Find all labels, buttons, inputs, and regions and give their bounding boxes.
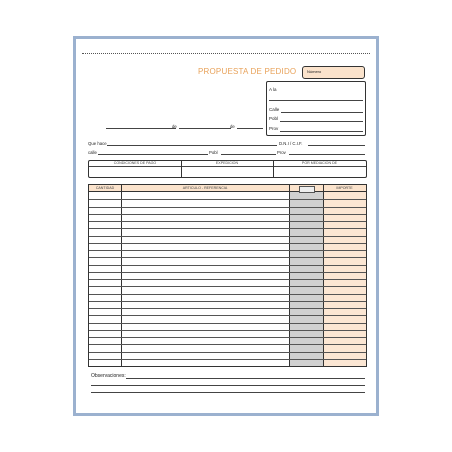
table-row[interactable]	[89, 265, 366, 266]
table-row[interactable]	[89, 221, 366, 222]
date-de-label-2: de	[230, 124, 235, 129]
table-row[interactable]	[89, 330, 366, 331]
conditions-box	[88, 160, 367, 178]
table-row[interactable]	[89, 272, 366, 273]
calle-label-2: calle	[88, 150, 97, 155]
pobl-line[interactable]	[280, 121, 363, 122]
observaciones-line[interactable]	[126, 378, 365, 379]
importe-header: IMPORTE	[336, 186, 353, 190]
pobl-line-2[interactable]	[221, 154, 276, 155]
recipient-address-box	[266, 81, 366, 136]
pobl-label: Pobl	[269, 116, 279, 121]
table-row[interactable]	[89, 214, 366, 215]
observaciones-line[interactable]	[91, 392, 365, 393]
table-row[interactable]	[89, 207, 366, 208]
numero-label: Número	[307, 69, 322, 74]
numero-field[interactable]	[302, 66, 365, 79]
order-form-sheet	[76, 39, 376, 413]
table-row[interactable]	[89, 257, 366, 258]
table-row[interactable]	[89, 337, 366, 338]
table-row[interactable]	[89, 279, 366, 280]
importe-column	[323, 185, 366, 366]
table-row[interactable]	[89, 352, 366, 353]
table-row[interactable]	[89, 359, 366, 360]
items-table	[88, 184, 367, 367]
date-month-line[interactable]	[179, 128, 231, 129]
calle-line-2[interactable]	[98, 154, 208, 155]
dni-cif-line[interactable]	[308, 145, 365, 146]
address-line[interactable]	[269, 100, 363, 101]
prov-line[interactable]	[280, 131, 363, 132]
table-row[interactable]	[89, 323, 366, 324]
pobl-label-2: Pobl	[209, 150, 218, 155]
form-title: PROPUESTA DE PEDIDO	[198, 67, 297, 76]
table-row[interactable]	[89, 236, 366, 237]
form-frame	[73, 36, 379, 416]
table-row[interactable]	[89, 315, 366, 316]
column-divider	[121, 185, 122, 366]
calle-label: Calle	[269, 107, 280, 112]
table-row[interactable]	[89, 308, 366, 309]
observaciones-line[interactable]	[91, 385, 365, 386]
que-hace-line[interactable]	[107, 145, 277, 146]
condiciones-pago-header: CONDICIONES DE PAGO	[113, 161, 157, 165]
expedicion-header: EXPEDICION	[215, 161, 239, 165]
precio-header-icon	[299, 186, 315, 193]
calle-line[interactable]	[281, 112, 363, 113]
date-year-line[interactable]	[237, 128, 263, 129]
perforation-line	[82, 53, 370, 54]
conditions-header-divider	[89, 166, 366, 167]
a-la-label: A la	[269, 87, 277, 92]
column-divider	[323, 185, 324, 366]
table-row[interactable]	[89, 344, 366, 345]
column-divider	[289, 185, 290, 366]
date-place-line[interactable]	[106, 128, 176, 129]
table-row[interactable]	[89, 286, 366, 287]
table-row[interactable]	[89, 243, 366, 244]
que-hace-label: Que hace	[88, 141, 107, 146]
cantidad-header: CANTIDAD	[95, 186, 115, 190]
prov-label: Prov	[269, 126, 279, 131]
prov-label-2: Prov	[277, 150, 286, 155]
articulo-header: ARTICULO - REFERENCIA	[182, 186, 228, 190]
table-row[interactable]	[89, 294, 366, 295]
table-row[interactable]	[89, 301, 366, 302]
table-header	[89, 185, 366, 192]
prov-line-2[interactable]	[289, 154, 365, 155]
precio-column	[289, 185, 323, 366]
date-de-label-1: de	[172, 124, 177, 129]
table-row[interactable]	[89, 199, 366, 200]
dni-cif-label: D.N.I / C.I.F.	[279, 141, 303, 146]
table-row[interactable]	[89, 228, 366, 229]
por-mediacion-header: POR MEDIACION DE	[301, 161, 338, 165]
observaciones-label: Observaciones:	[91, 373, 126, 379]
table-row[interactable]	[89, 250, 366, 251]
